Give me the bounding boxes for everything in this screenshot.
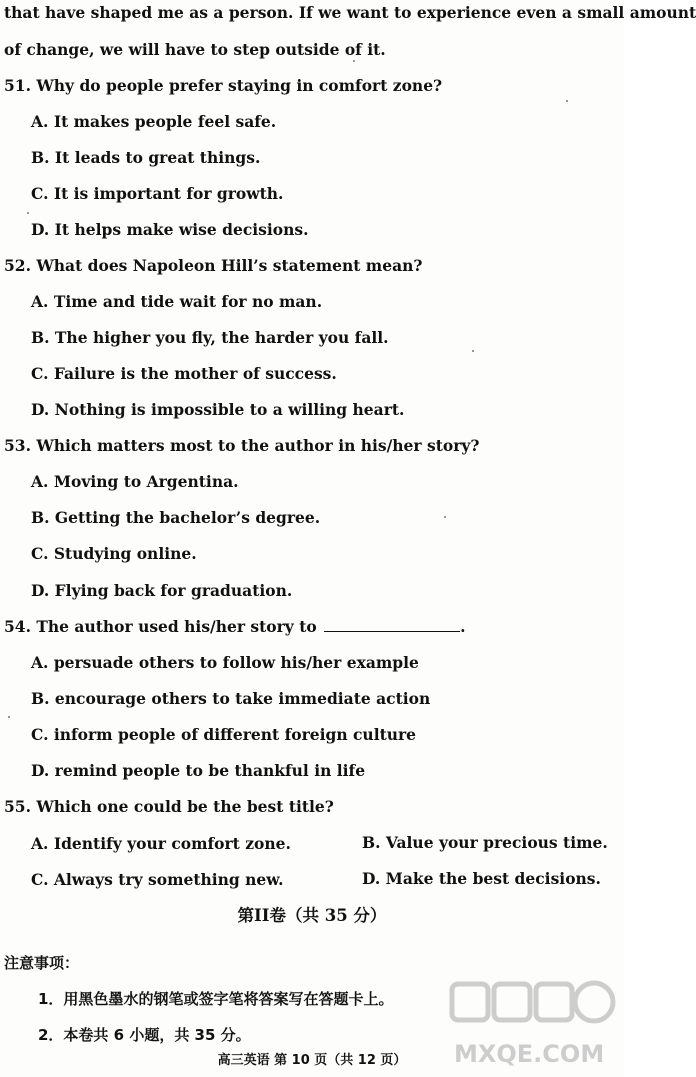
question-54-stem: 54. The author used his/her story to [4, 617, 317, 636]
question-54-stem-end: . [460, 617, 466, 636]
scan-speck [27, 212, 29, 214]
question-55-stem: 55. Which one could be the best title? [4, 797, 334, 816]
question-54-option-c: C. inform people of different foreign culture [31, 725, 417, 744]
notes-item-2: 2．本卷共 6 小题，共 35 分。 [38, 1026, 251, 1044]
page-footer: 高三英语 第 10 页（共 12 页） [217, 1053, 407, 1068]
question-51-option-b: B. It leads to great things. [31, 148, 261, 167]
question-53-option-a: A. Moving to Argentina. [31, 472, 239, 491]
intro-line-2: of change, we will have to step outside of it. [4, 40, 386, 59]
question-55-option-c: C. Always try something new. [31, 870, 284, 889]
question-51-option-c: C. It is important for growth. [31, 184, 284, 203]
section-title: 第II卷（共 35 分） [237, 906, 387, 925]
scan-speck [566, 100, 568, 102]
scan-speck [8, 716, 10, 718]
question-51-stem: 51. Why do people prefer staying in comfort zone? [4, 76, 443, 95]
watermark-text: MXQE.COM [454, 1040, 605, 1068]
question-53-option-c: C. Studying online. [31, 544, 197, 563]
question-53-option-d: D. Flying back for graduation. [31, 581, 293, 600]
question-51-option-a: A. It makes people feel safe. [31, 112, 277, 131]
question-55-option-b: B. Value your precious time. [362, 833, 608, 852]
question-53-stem: 53. Which matters most to the author in his/her story? [4, 436, 480, 455]
question-54-option-d: D. remind people to be thankful in life [31, 761, 366, 780]
question-52-option-b: B. The higher you fly, the harder you fall. [31, 328, 389, 347]
notes-item-1: 1．用黑色墨水的钢笔或签字笔将答案写在答题卡上。 [38, 990, 394, 1008]
question-55-option-d: D. Make the best decisions. [362, 869, 601, 888]
question-53-option-b: B. Getting the bachelor’s degree. [31, 508, 321, 527]
intro-line-1: that have shaped me as a person. If we want to experience even a small amount [4, 3, 696, 22]
question-55-option-a: A. Identify your comfort zone. [31, 834, 291, 853]
question-51-option-d: D. It helps make wise decisions. [31, 220, 309, 239]
question-54-option-b: B. encourage others to take immediate action [31, 689, 431, 708]
scan-speck [353, 60, 355, 62]
question-54-option-a: A. persuade others to follow his/her example [31, 653, 419, 672]
question-54-stem-line [4, 617, 466, 637]
answer-blank [324, 617, 460, 632]
watermark-logo [448, 978, 618, 1070]
question-52-option-a: A. Time and tide wait for no man. [31, 292, 323, 311]
question-52-option-d: D. Nothing is impossible to a willing heart. [31, 400, 405, 419]
notes-heading: 注意事项： [4, 954, 80, 972]
question-52-option-c: C. Failure is the mother of success. [31, 364, 337, 383]
scan-speck [444, 516, 446, 518]
question-52-stem: 52. What does Napoleon Hill’s statement mean? [4, 256, 423, 275]
scan-speck [472, 350, 474, 352]
